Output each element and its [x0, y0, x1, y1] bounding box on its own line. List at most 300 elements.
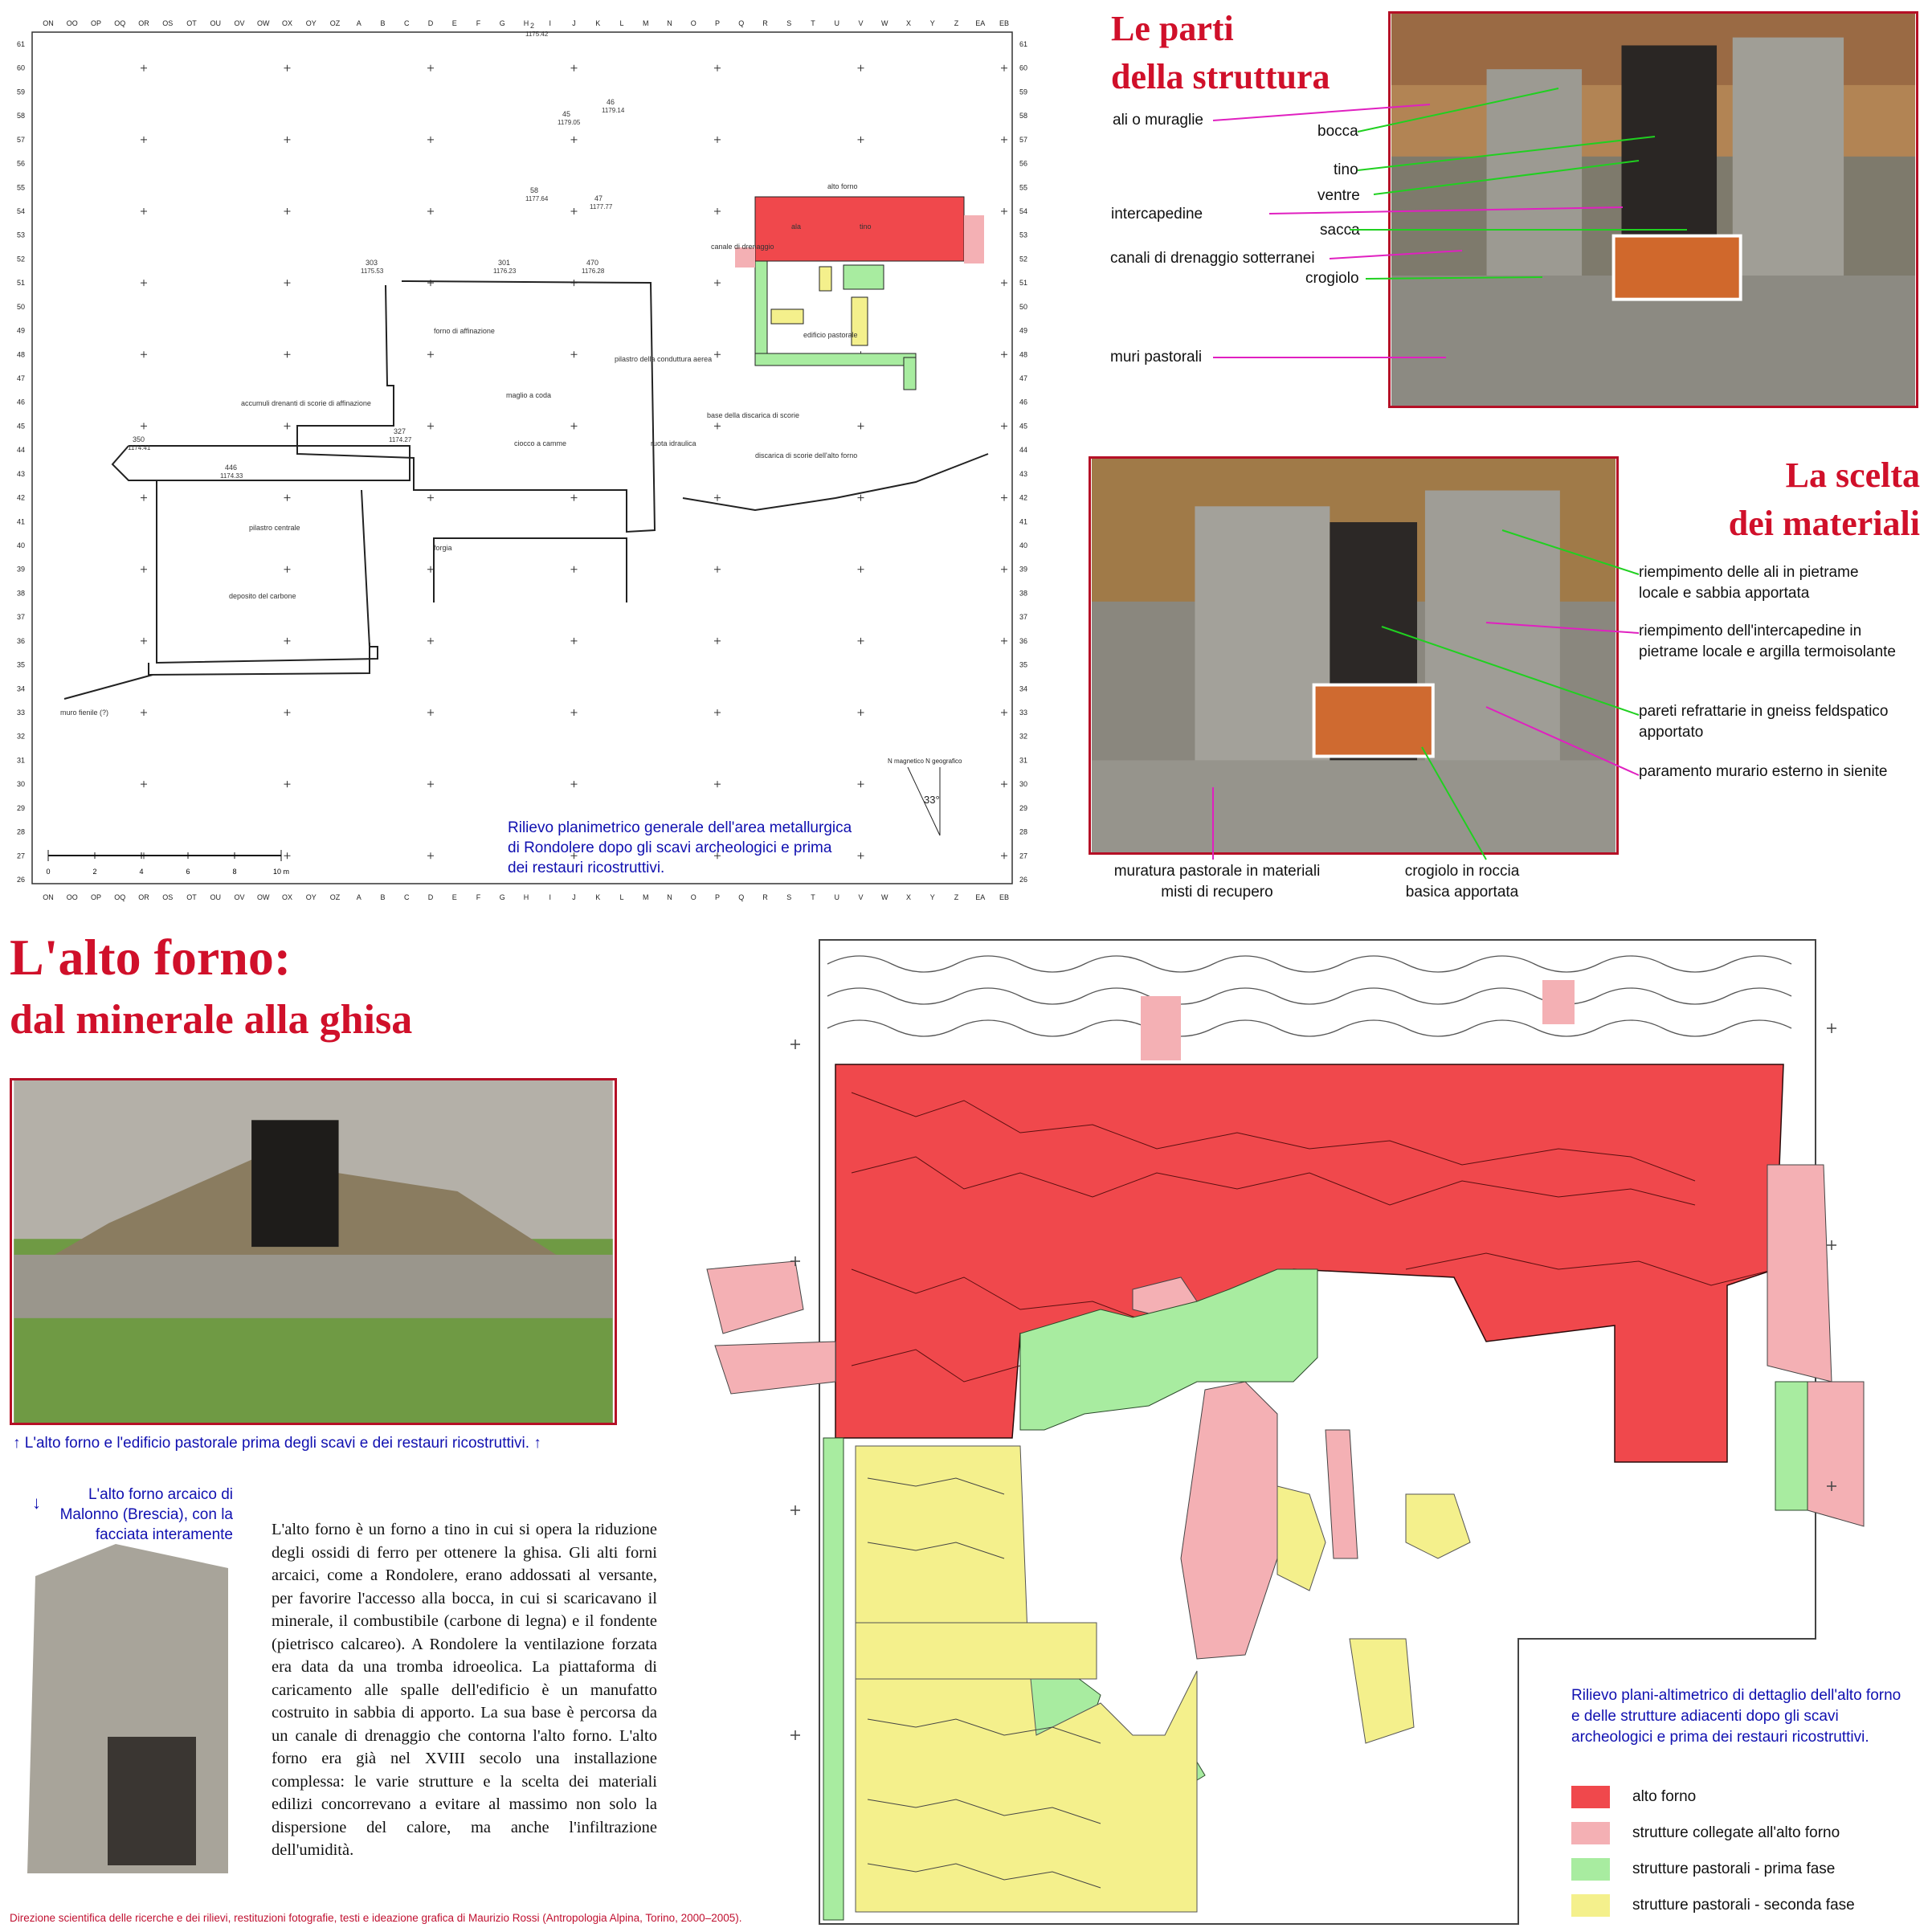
grid-row-label: 57 [1019, 135, 1028, 144]
scale-label: 2 [92, 868, 97, 876]
grid-cross [1001, 709, 1007, 716]
grid-cross [284, 280, 291, 286]
grid-cross [427, 709, 434, 716]
grid-row-label: 36 [16, 636, 26, 645]
grid-cross [1001, 65, 1007, 71]
pastorali-prima-right [1775, 1382, 1808, 1510]
grid-cross [714, 351, 721, 357]
wall-fragment [64, 675, 153, 699]
grid-column-label: EB [999, 893, 1010, 901]
grid-row-label: 39 [16, 565, 26, 574]
label-pareti-refrattarie: pareti refrattarie in gneiss feldspatico apportato [1639, 703, 1889, 741]
grid-cross [284, 351, 291, 357]
plan-annotation-elevation: 1174.41 [128, 444, 151, 451]
pastoral-yellow-1 [771, 309, 803, 324]
grid-column-label: OP [90, 893, 102, 901]
grid-cross [427, 208, 434, 214]
grid-column-label: ON [43, 19, 54, 27]
grid-column-label: T [811, 19, 815, 27]
grid-cross [141, 351, 147, 357]
grid-cross [284, 208, 291, 214]
legend-label: alto forno [1632, 1787, 1697, 1805]
grid-column-label: F [476, 893, 481, 901]
scale-label: 6 [186, 868, 190, 876]
grid-cross [1001, 781, 1007, 787]
collegate-top-right [1542, 980, 1575, 1024]
label-muri: muri pastorali [1110, 349, 1203, 366]
grid-column-label: OU [210, 893, 221, 901]
grid-column-label: OU [210, 19, 221, 27]
grid-column-label: X [905, 893, 912, 901]
grid-cross [427, 638, 434, 644]
grid-column-label: OV [234, 19, 245, 27]
pastoral-yellow-2 [819, 267, 831, 291]
label-muratura-pastorale: muratura pastorale in materiali misti di recupero [1113, 863, 1321, 901]
label-ali: ali o muraglie [1113, 112, 1203, 129]
grid-column-label: U [834, 893, 839, 901]
grid-row-label: 27 [1019, 852, 1028, 860]
grid-column-label: OR [138, 19, 149, 27]
grid-cross [141, 781, 147, 787]
grid-cross [141, 709, 147, 716]
body-text: L'alto forno è un forno a tino in cui si opera la riduzione degli ossidi di ferro per ottenere la ghisa. Gli alti forni arcaici, come a Rondolere, erano addossati al versante, per favorire l'accesso alla bocca, in cui si scaricavano il minerale, il combustibile (carbone di legna) e il fondente (pietrisco calcareo). A Rondolere la ventilazione forzata era data da una tromba idroeolica. La piattaforma di caricamento alle spalle dell'edificio è un manufatto costruito in sabbia di apporto. La sua base è percorsa da un canale di drenaggio che contorna l'alto forno. L'alto forno era già nel XVIII secolo una installazione complessa: le varie strutture e la scelta dei materiali edilizi concorrevano a evitare al massimo non solo la dispersione del calore, ma anche l'infiltrazione dell'umidità. [272, 1521, 657, 1859]
grid-column-label: R [762, 19, 768, 27]
grid-row-label: 44 [1019, 446, 1028, 455]
collegate-left-1 [707, 1261, 803, 1334]
pastorali-prima-left-strip [823, 1438, 844, 1920]
grid-cross [714, 566, 721, 573]
grid-column-label: S [786, 19, 792, 27]
plan-annotation: ruota idraulica [651, 439, 696, 447]
plan-annotation-elevation: 1174.33 [220, 472, 243, 480]
scale-bar [46, 850, 289, 876]
label-crogiolo-roccia: crogiolo in roccia basica apportata [1404, 863, 1520, 901]
grid-column-label: OY [305, 893, 317, 901]
grid-row-label: 41 [1019, 517, 1028, 526]
grid-column-label: V [858, 893, 864, 901]
grid-column-labels-top [43, 19, 1009, 27]
grid-cross [714, 208, 721, 214]
furnace-photo-caption [13, 1435, 623, 1452]
materials-leader-lines [1084, 450, 1647, 868]
grid-row-label: 45 [1019, 422, 1028, 431]
grid-row-label: 46 [16, 398, 26, 406]
collegate-right-2 [1799, 1382, 1864, 1526]
grid-column-label: O [690, 19, 696, 27]
grid-column-label: Q [738, 893, 745, 901]
grid-column-label: Z [954, 19, 959, 27]
plan-annotation: forno di affinazione [434, 327, 495, 335]
grid-row-label: 32 [16, 732, 26, 741]
plan-frame [32, 32, 1012, 884]
grid-cross [858, 423, 864, 429]
grid-cross [1001, 852, 1007, 859]
grid-row-label: 59 [16, 88, 26, 96]
legend-label: strutture pastorali - seconda fase [1632, 1896, 1855, 1914]
grid-row-label: 55 [16, 183, 26, 192]
grid-column-label: OX [281, 19, 293, 27]
grid-row-label: 49 [1019, 326, 1028, 335]
plan-annotation-elevation: 1174.27 [389, 436, 412, 443]
grid-row-label: 50 [16, 302, 26, 311]
grid-column-label: M [643, 893, 649, 901]
grid-row-label: 47 [16, 374, 26, 382]
plan-annotation: 446 [225, 464, 238, 472]
plan-annotation: 327 [394, 427, 406, 435]
legend-item-strutture-collegate [1571, 1815, 1909, 1851]
legend-label: strutture collegate all'alto forno [1632, 1824, 1840, 1841]
detail-plan-caption: Rilievo plani-altimetrico di dettaglio dell'alto forno e delle strutture adiacenti dopo gli scavi archeologici e prima dei restauri ricostruttivi. [1571, 1687, 1901, 1746]
grid-row-label: 60 [16, 63, 26, 72]
malonno-caption: L'alto forno arcaico di Malonno (Brescia), con la facciata interamente [59, 1486, 233, 1543]
grid-column-label: ON [43, 893, 54, 901]
grid-cross [571, 781, 578, 787]
label-paramento: paramento murario esterno in sienite [1639, 763, 1888, 780]
label-bocca: bocca [1317, 123, 1358, 140]
grid-cross [284, 423, 291, 429]
grid-row-label: 33 [1019, 709, 1028, 717]
label-riempimento-intercapedine: riempimento dell'intercapedine in pietrame locale e argilla termoisolante [1639, 623, 1896, 660]
grid-row-label: 46 [1019, 398, 1028, 406]
grid-row-label: 37 [16, 613, 26, 622]
plan-annotation: 47 [594, 194, 603, 202]
grid-cross [571, 638, 578, 644]
grid-cross [1001, 495, 1007, 501]
plan-annotation: 45 [562, 110, 571, 118]
legend-swatch [1571, 1894, 1610, 1917]
legend-label: strutture pastorali - prima fase [1632, 1860, 1836, 1877]
grid-column-label: G [499, 19, 505, 27]
grid-cross [714, 280, 721, 286]
label-ventre: ventre [1317, 187, 1360, 204]
grid-row-label: 48 [16, 350, 26, 359]
grid-column-label: N [667, 893, 672, 901]
grid-column-label: OW [257, 19, 270, 27]
grid-cross [714, 781, 721, 787]
credits: Direzione scientifica delle ricerche e dei rilievi, restituzioni fotografie, testi e ideazione grafica di Maurizio Rossi (Antropologia Alpina, Torino, 2000–2005). [10, 1912, 742, 1924]
grid-row-label: 42 [16, 493, 26, 502]
legend-swatch [1571, 1786, 1610, 1808]
grid-column-label: H [523, 19, 529, 27]
grid-column-label: Y [929, 19, 935, 27]
scale-label: 0 [46, 868, 51, 876]
grid-row-labels-right [1019, 40, 1027, 884]
plan-annotation: alto forno [827, 182, 858, 190]
site-plan-drawing [16, 8, 1028, 908]
angle-label: 33° [924, 794, 940, 806]
grid-row-label: 30 [1019, 780, 1028, 789]
site-plan-caption: Rilievo planimetrico generale dell'area metallurgica di Rondolere dopo gli scavi archeologici e prima dei restauri ricostruttivi. [508, 819, 852, 876]
grid-cross [571, 65, 578, 71]
grid-cross [427, 351, 434, 357]
grid-column-label: P [714, 893, 721, 901]
grid-column-label: D [427, 19, 434, 27]
grid-row-label: 61 [16, 40, 26, 48]
grid-row-label: 59 [1019, 88, 1028, 96]
grid-column-label: OR [138, 893, 149, 901]
label-tino: tino [1334, 161, 1358, 178]
forge-room [434, 538, 627, 602]
pastorali-seconda-band [856, 1623, 1097, 1679]
grid-row-label: 39 [1019, 565, 1028, 574]
grid-cross [858, 638, 864, 644]
furnace-before-illustration [12, 1080, 615, 1423]
grid-cross [284, 781, 291, 787]
grid-row-label: 34 [1019, 684, 1028, 693]
grid-row-label: 43 [16, 469, 26, 478]
grid-cross [858, 852, 864, 859]
plan-annotation: 46 [607, 98, 615, 106]
grid-row-label: 48 [1019, 350, 1028, 359]
grid-row-label: 54 [1019, 207, 1028, 215]
grid-column-label: OZ [329, 19, 341, 27]
grid-cross [714, 709, 721, 716]
grid-row-label: 50 [1019, 302, 1028, 311]
grid-row-label: 38 [16, 589, 26, 598]
plan-annotation: canale di drenaggio [711, 243, 774, 251]
plan-annotation-elevation: 1175.53 [361, 268, 384, 275]
grid-column-label: Z [954, 893, 959, 901]
plan-annotation-elevation: 1179.14 [602, 107, 625, 114]
legend-swatch [1571, 1822, 1610, 1844]
grid-cross [1001, 351, 1007, 357]
grid-cross [571, 495, 578, 501]
grid-column-label: OT [186, 893, 197, 901]
grid-row-label: 37 [1019, 613, 1028, 622]
plan-annotation-elevation: 1177.77 [590, 203, 613, 210]
grid-column-label: K [595, 893, 601, 901]
legend [1571, 1779, 1909, 1923]
grid-column-label: OT [186, 19, 197, 27]
grid-row-label: 53 [16, 231, 26, 239]
grid-column-label: K [595, 19, 601, 27]
coal-deposit [157, 480, 378, 663]
north-label: N magnetico N geografico [888, 758, 962, 765]
grid-cross [571, 137, 578, 143]
grid-cross [141, 65, 147, 71]
grid-column-label: C [404, 893, 410, 901]
grid-column-label: A [356, 19, 362, 27]
grid-column-label: OS [162, 893, 174, 901]
grid-column-label: EA [975, 893, 986, 901]
parts-leader-lines [1109, 0, 1928, 418]
grid-cross [571, 709, 578, 716]
grid-cross [571, 566, 578, 573]
grid-row-label: 61 [1019, 40, 1028, 48]
materials-heading [1631, 451, 1920, 548]
grid-row-label: 55 [1019, 183, 1028, 192]
grid-column-label: B [380, 893, 386, 901]
grid-column-label: P [714, 19, 721, 27]
grid-cross [1001, 638, 1007, 644]
grid-row-label: 58 [1019, 112, 1028, 120]
grid-cross [141, 638, 147, 644]
grid-column-label: EA [975, 19, 986, 27]
label-riempimento-ali: riempimento delle ali in pietrame locale e sabbia apportata [1639, 564, 1859, 602]
grid-row-label: 54 [16, 207, 26, 215]
grid-cross [858, 137, 864, 143]
grid-cross [858, 709, 864, 716]
grid-cross [427, 781, 434, 787]
grid-row-label: 33 [16, 709, 26, 717]
grid-row-label: 35 [1019, 660, 1028, 669]
grid-row-label: 28 [1019, 827, 1028, 836]
grid-row-label: 31 [16, 756, 26, 765]
grid-row-label: 45 [16, 422, 26, 431]
grid-row-label: 60 [1019, 63, 1028, 72]
grid-row-label: 47 [1019, 374, 1028, 382]
label-crogiolo: crogiolo [1305, 270, 1359, 287]
plan-annotation: deposito del carbone [229, 592, 296, 600]
legend-item-pastorali-prima [1571, 1851, 1909, 1887]
plan-annotation: forgia [434, 544, 452, 552]
grid-cross [427, 137, 434, 143]
pastoral-green-center [844, 265, 884, 289]
grid-column-label: D [427, 893, 434, 901]
grid-column-label: O [690, 893, 696, 901]
grid-row-label: 36 [1019, 636, 1028, 645]
grid-row-label: 41 [16, 517, 26, 526]
grid-column-label: T [811, 893, 815, 901]
grid-column-label: W [881, 893, 888, 901]
grid-row-label: 57 [16, 135, 26, 144]
grid-row-label: 49 [16, 326, 26, 335]
site-plan [16, 8, 1028, 908]
grid-column-label: I [549, 893, 552, 901]
grid-cross [858, 566, 864, 573]
grid-column-label: OZ [329, 893, 341, 901]
grid-column-label: R [762, 893, 768, 901]
malonno-furnace-photo [11, 1544, 233, 1873]
grid-row-label: 44 [16, 446, 26, 455]
grid-cross [141, 280, 147, 286]
grid-cross [141, 208, 147, 214]
grid-row-label: 26 [16, 876, 26, 884]
plan-annotation: 303 [366, 259, 378, 267]
grid-column-label: J [572, 19, 576, 27]
grid-cross [284, 495, 291, 501]
parts-heading-line2: della struttura [1111, 57, 1330, 96]
grid-column-label: S [786, 893, 792, 901]
arrow-down-icon: ↓ [32, 1493, 41, 1513]
arrow-up-icon: ↑ [533, 1435, 541, 1452]
materials-heading-line1: La scelta [1785, 455, 1920, 495]
label-canali: canali di drenaggio sotterranei [1110, 250, 1315, 267]
slag-line [683, 454, 988, 510]
grid-cross [1001, 423, 1007, 429]
plan-annotation: pilastro centrale [249, 524, 300, 532]
grid-cross [284, 566, 291, 573]
main-title: L'alto forno: [10, 929, 292, 986]
grid-row-label: 31 [1019, 756, 1028, 765]
plan-annotation-elevation: 1176.23 [493, 268, 517, 275]
plan-annotation: 470 [586, 259, 599, 267]
plan-annotation-elevation: 1175.42 [525, 31, 549, 38]
grid-cross [284, 852, 291, 859]
building-outlines [64, 281, 988, 699]
grid-cross [427, 566, 434, 573]
grid-row-labels-left [17, 40, 25, 884]
grid-column-label: M [643, 19, 649, 27]
grid-row-label: 26 [1019, 876, 1028, 884]
grid-cross [284, 638, 291, 644]
grid-column-label: A [356, 893, 362, 901]
grid-cross [427, 495, 434, 501]
north-arrow [888, 758, 962, 835]
plan-annotation: accumuli drenanti di scorie di affinazione [241, 399, 371, 407]
grid-row-label: 52 [1019, 255, 1028, 263]
scale-label: 4 [139, 868, 144, 876]
plan-annotation: discarica di scorie dell'alto forno [755, 451, 858, 460]
plan-annotation: base della discarica di scorie [707, 411, 800, 419]
grid-row-label: 35 [16, 660, 26, 669]
label-intercapedine: intercapedine [1111, 206, 1203, 223]
plan-annotation-elevation: 1177.64 [525, 195, 549, 202]
pastoral-green-left [755, 261, 767, 366]
grid-column-label: OY [305, 19, 317, 27]
legend-swatch [1571, 1858, 1610, 1881]
grid-cross [714, 638, 721, 644]
grid-cross [1001, 137, 1007, 143]
grid-cross [427, 65, 434, 71]
grid-crosses [141, 65, 1007, 860]
grid-cross [1001, 208, 1007, 214]
grid-cross [141, 495, 147, 501]
grid-cross [714, 65, 721, 71]
plan-annotation: 2 [530, 22, 535, 30]
scale-label: 10 m [272, 868, 290, 876]
grid-row-label: 30 [16, 780, 26, 789]
legend-item-pastorali-seconda [1571, 1887, 1909, 1923]
materials-heading-line2: dei materiali [1728, 504, 1920, 543]
grid-cross [858, 495, 864, 501]
pastoral-green-right [904, 357, 916, 390]
grid-cross [284, 65, 291, 71]
plan-annotation: muro fienile (?) [60, 709, 109, 717]
grid-row-label: 27 [16, 852, 26, 860]
grid-row-label: 56 [16, 159, 26, 168]
grid-row-label: 58 [16, 112, 26, 120]
grid-column-label: X [905, 19, 912, 27]
grid-row-label: 38 [1019, 589, 1028, 598]
grid-column-label: C [404, 19, 410, 27]
grid-column-label: E [451, 19, 457, 27]
grid-row-label: 29 [16, 803, 26, 812]
grid-column-label: OO [66, 19, 78, 27]
label-sacca: sacca [1320, 222, 1360, 239]
grid-column-label: Q [738, 19, 745, 27]
grid-cross [858, 781, 864, 787]
grid-column-label: B [380, 19, 386, 27]
grid-column-label: J [572, 893, 576, 901]
grid-cross [427, 423, 434, 429]
channel [112, 446, 410, 480]
plan-annotation-elevation: 1179.05 [558, 119, 581, 126]
grid-column-label: EB [999, 19, 1010, 27]
grid-cross [714, 423, 721, 429]
grid-row-label: 40 [1019, 541, 1028, 549]
grid-cross [141, 137, 147, 143]
grid-column-label: L [619, 893, 624, 901]
grid-cross [571, 351, 578, 357]
arrow-up-icon: ↑ [13, 1435, 21, 1452]
grid-column-label: L [619, 19, 624, 27]
grid-column-label: OV [234, 893, 245, 901]
grid-column-label: U [834, 19, 839, 27]
grid-cross [141, 566, 147, 573]
grid-cross [427, 852, 434, 859]
plan-annotation: maglio a coda [506, 391, 552, 399]
